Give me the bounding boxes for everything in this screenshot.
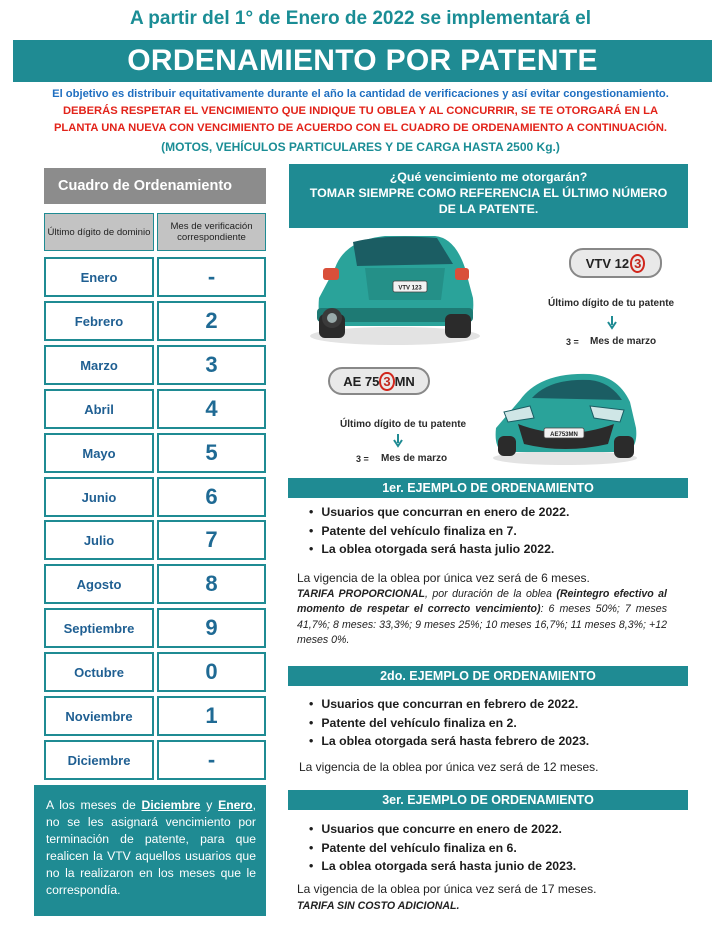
digit-cell: - bbox=[157, 257, 266, 297]
month-cell: Abril bbox=[44, 389, 154, 429]
month-cell: Octubre bbox=[44, 652, 154, 692]
example-1-text bbox=[297, 570, 667, 649]
intro-line-3: PLANTA UNA NUEVA CON VENCIMIENTO DE ACUERDO CON EL CUADRO DE ORDENAMIENTO A CONTINUACIÓN. bbox=[53, 122, 668, 134]
tarifa-mid: , por duración de la oblea bbox=[425, 587, 552, 600]
example-2-vigencia: La vigencia de la oblea por única vez será de 12 meses. bbox=[299, 760, 599, 774]
month-cell: Agosto bbox=[44, 564, 154, 604]
month-cell: Enero bbox=[44, 257, 154, 297]
digit-cell: 2 bbox=[157, 301, 266, 341]
example-3-tarifa: TARIFA SIN COSTO ADICIONAL. bbox=[297, 899, 460, 912]
note-enero: Enero bbox=[218, 798, 253, 812]
down-arrow-1-icon bbox=[607, 316, 617, 330]
example-3-text bbox=[297, 881, 667, 914]
digit-cell: 5 bbox=[157, 433, 266, 473]
list-item: • Patente del vehículo finaliza en 7. bbox=[309, 522, 569, 541]
list-item: • Patente del vehículo finaliza en 2. bbox=[309, 714, 589, 733]
digit-cell: - bbox=[157, 740, 266, 780]
plate-2 bbox=[328, 367, 430, 395]
list-item: • Usuarios que concurran en febrero de 2022. bbox=[309, 695, 589, 714]
car-rear-illustration bbox=[305, 228, 485, 346]
digit-cell: 3 bbox=[157, 345, 266, 385]
digit-cell: 1 bbox=[157, 696, 266, 736]
cuadro-title: Cuadro de Ordenamiento bbox=[44, 168, 266, 204]
eq-1-month: Mes de marzo bbox=[590, 336, 657, 347]
car-front-illustration bbox=[490, 366, 640, 466]
plate-1-last-digit: 3 bbox=[630, 254, 645, 273]
example-1-header: 1er. EJEMPLO DE ORDENAMIENTO bbox=[288, 478, 688, 498]
intro-line-1: El objetivo es distribuir equitativamente durante el año la cantidad de verificaciones y así evitar congestionamiento. bbox=[52, 88, 669, 100]
digit-cell: 8 bbox=[157, 564, 266, 604]
example-2-header: 2do. EJEMPLO DE ORDENAMIENTO bbox=[288, 666, 688, 686]
question-arrow-icon bbox=[672, 183, 688, 207]
note-pre: A los meses de bbox=[46, 798, 136, 812]
tarifa-reintegro: (Reintegro efectivo al momento de respetar el correcto vencimiento) bbox=[297, 587, 668, 615]
plate-2-prefix: AE 75 bbox=[343, 373, 380, 389]
example-3-vigencia: La vigencia de la oblea por única vez será de 17 meses. bbox=[297, 882, 597, 896]
down-arrow-2-icon bbox=[393, 434, 403, 448]
month-cell: Junio bbox=[44, 477, 154, 517]
digit-cell: 6 bbox=[157, 477, 266, 517]
intro-line-4: (MOTOS, VEHÍCULOS PARTICULARES Y DE CARGA HASTA 2500 Kg.) bbox=[161, 140, 560, 154]
page-title-banner: ORDENAMIENTO POR PATENTE bbox=[13, 40, 712, 82]
note-post: , no se les asignará vencimiento por terminación de patente, para que realicen la VTV aquellos usuarios que no la realizaron en los meses que le correspondía. bbox=[46, 798, 257, 897]
month-cell: Noviembre bbox=[44, 696, 154, 736]
note-box bbox=[34, 785, 266, 916]
month-cell: Diciembre bbox=[44, 740, 154, 780]
tarifa-proporcional-label: TARIFA PROPORCIONAL bbox=[297, 587, 426, 600]
example-3-header: 3er. EJEMPLO DE ORDENAMIENTO bbox=[288, 790, 688, 810]
question-line-3: DE LA PATENTE. bbox=[438, 202, 539, 216]
question-line-1: ¿Qué vencimiento me otorgarán? bbox=[389, 170, 588, 184]
list-item: • La oblea otorgada será hasta febrero de 2023. bbox=[309, 732, 589, 751]
note-y: y bbox=[206, 798, 213, 812]
plate-1 bbox=[569, 248, 662, 278]
example-3-list bbox=[309, 820, 576, 876]
list-item: • La oblea otorgada será hasta julio 2022. bbox=[309, 540, 569, 559]
intro-line-2: DEBERÁS RESPETAR EL VENCIMIENTO QUE INDIQUE TU OBLEA Y AL CONCURRIR, SE TE OTORGARÁ EN LA bbox=[62, 105, 659, 117]
list-item: • Usuarios que concurre en enero de 2022. bbox=[309, 820, 576, 839]
digit-cell: 0 bbox=[157, 652, 266, 692]
note-diciembre: Diciembre bbox=[141, 798, 201, 812]
plate-2-suffix: MN bbox=[394, 373, 415, 389]
list-item: • Patente del vehículo finaliza en 6. bbox=[309, 839, 576, 858]
month-cell: Febrero bbox=[44, 301, 154, 341]
tarifa-rest: : 6 meses 50%; 7 meses 41,7%; 8 meses: 33,3%; 9 meses 25%; 10 meses 16,7%; 11 meses 8,3%; +12 meses 0%. bbox=[297, 603, 667, 646]
month-cell: Julio bbox=[44, 520, 154, 560]
example-1-list bbox=[309, 503, 569, 559]
digit-cell: 9 bbox=[157, 608, 266, 648]
month-cell: Mayo bbox=[44, 433, 154, 473]
eq-2-number: 3 = bbox=[356, 454, 369, 464]
plate-1-main: VTV 12 bbox=[585, 255, 630, 271]
question-banner bbox=[289, 164, 688, 228]
digit-cell: 4 bbox=[157, 389, 266, 429]
column-header-digit: Último dígito de dominio bbox=[44, 213, 154, 251]
list-item: • Usuarios que concurran en enero de 2022. bbox=[309, 503, 569, 522]
page-subtitle: A partir del 1° de Enero de 2022 se implementará el bbox=[130, 8, 591, 29]
car2-plate-text: AE753MN bbox=[550, 432, 578, 438]
month-cell: Marzo bbox=[44, 345, 154, 385]
digit-cell: 7 bbox=[157, 520, 266, 560]
month-cell: Septiembre bbox=[44, 608, 154, 648]
example-2-list bbox=[309, 695, 589, 751]
caption-1: Último dígito de tu patente bbox=[548, 298, 675, 309]
eq-1-number: 3 = bbox=[566, 337, 579, 347]
question-line-2: TOMAR SIEMPRE COMO REFERENCIA EL ÚLTIMO NÚMERO bbox=[309, 186, 668, 200]
eq-2-month: Mes de marzo bbox=[381, 453, 448, 464]
column-header-month: Mes de verificación correspondiente bbox=[157, 213, 266, 251]
intro-text bbox=[28, 86, 693, 156]
example-1-vigencia: La vigencia de la oblea por única vez será de 6 meses. bbox=[297, 571, 590, 585]
plate-2-last-digit: 3 bbox=[379, 372, 394, 391]
caption-2: Último dígito de tu patente bbox=[340, 419, 467, 430]
car1-plate-text: VTV 123 bbox=[398, 285, 422, 292]
list-item: • La oblea otorgada será hasta junio de 2023. bbox=[309, 857, 576, 876]
